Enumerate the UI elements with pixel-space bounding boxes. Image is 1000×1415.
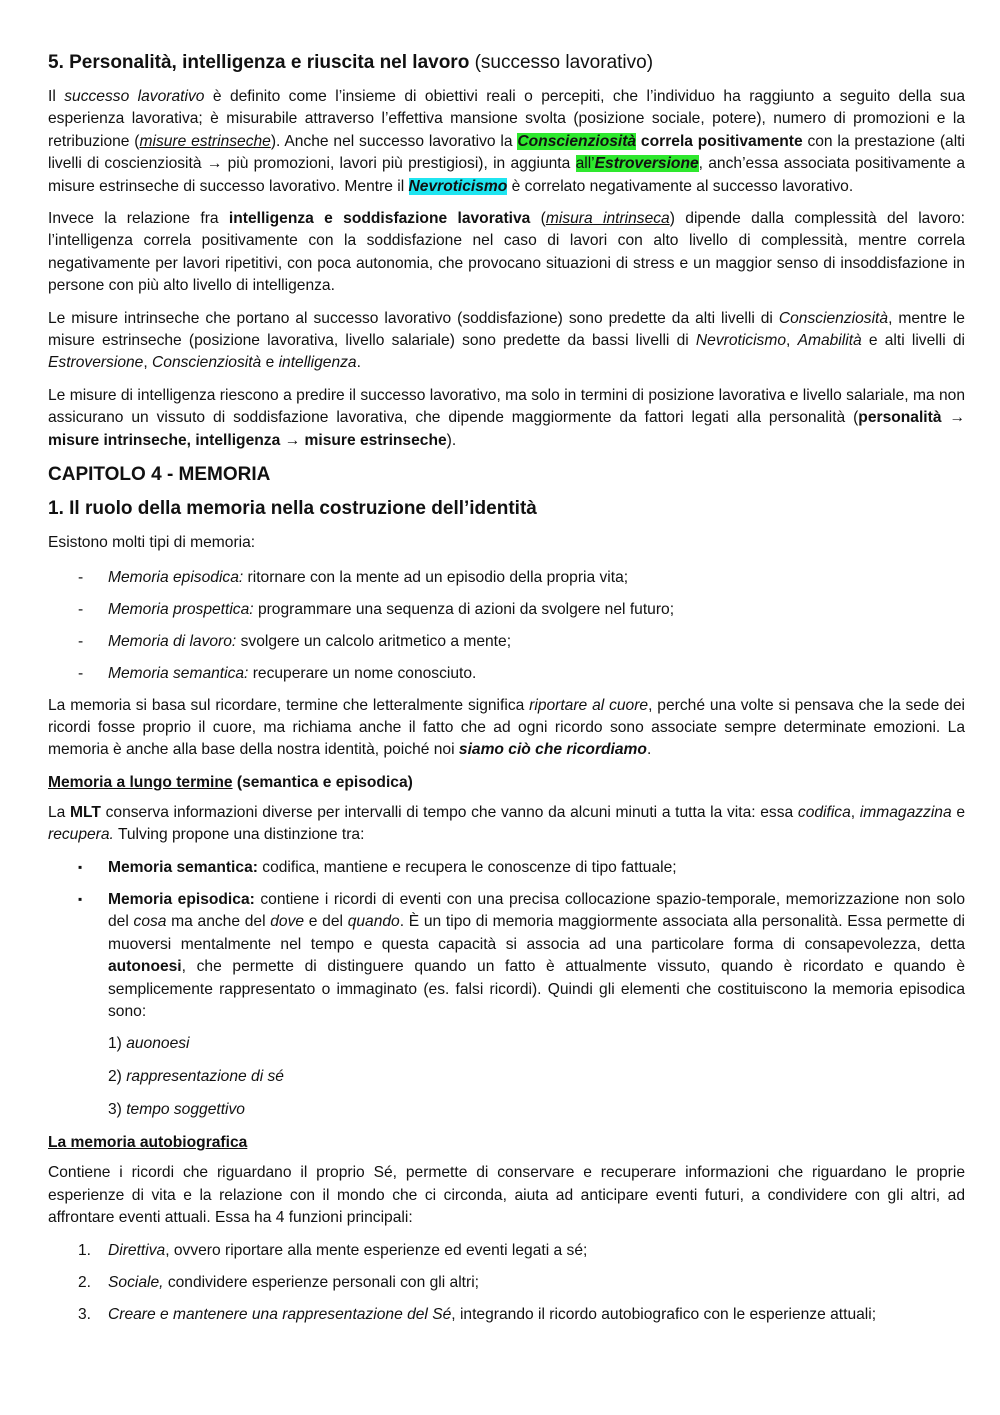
text-run: ma anche del (166, 913, 271, 931)
text-run: , mentre le misure estrinseche (posizione lavorativa, livello salariale) sono predette da bassi livelli di (48, 309, 965, 350)
text-run: e (261, 354, 279, 372)
list-item (48, 1272, 965, 1294)
list-item (48, 1033, 965, 1055)
summary-bold: personalità → misure intrinseche, intelligenza → misure estrinseche (48, 409, 965, 449)
term-intelligenza-soddisfazione: intelligenza e soddisfazione lavorativa (228, 210, 531, 228)
text-run: contiene i ricordi di eventi con una precisa collocazione spazio-temporale, memorizzazione non solo del (108, 890, 965, 931)
list-item (48, 631, 965, 653)
dash-marker: - (78, 600, 84, 618)
text-run: , (786, 332, 798, 350)
term-correla-positivamente: correla positivamente (636, 132, 803, 150)
item-text: tempo soggettivo (126, 1101, 245, 1119)
term: Conscienziosità (778, 309, 889, 327)
term: recupera. (48, 826, 114, 844)
item-name: Memoria episodica: (108, 568, 244, 586)
term-misure-estrinseche: misure estrinseche (139, 132, 271, 150)
term: quando (347, 913, 400, 931)
mlt-heading-underlined: Memoria a lungo termine (48, 773, 233, 791)
chapter-heading: CAPITOLO 4 - MEMORIA (48, 464, 271, 486)
item-number: 2) (108, 1068, 127, 1086)
item-name: Memoria semantica: (108, 858, 258, 876)
text-run: , perché una volte si pensava che la sede dei ricordi fosse proprio il cuore, ma richiama anche il fatto che ad ogni ricordo sono associate sempre determinate emozioni. La memoria è anche alla base della nostra identità, poiché noi (48, 696, 965, 759)
item-desc: , ovvero riportare alla mente esperienze ed eventi legati a sé; (165, 1241, 588, 1259)
item-desc: condividere esperienze personali con gli altri; (163, 1273, 479, 1291)
term-mlt: MLT (70, 803, 101, 821)
term: codifica (797, 803, 851, 821)
term: Estroversione (48, 354, 144, 372)
text-run: , (143, 354, 153, 372)
term: Nevroticismo (695, 332, 787, 350)
item-desc: svolgere un calcolo aritmetico a mente; (236, 632, 512, 650)
text-run: Tulving propone una distinzione tra: (113, 826, 365, 844)
text-run: con la prestazione (alti livelli di coscienziosità → più promozioni, lavori più prestigiosi), in aggiunta (48, 132, 965, 173)
item-name: Memoria semantica: (108, 664, 249, 682)
document-page (48, 40, 965, 1336)
list-item (48, 1066, 965, 1088)
term: cosa (133, 913, 167, 931)
mlt-heading (48, 772, 965, 794)
term-estroversione: Estroversione (594, 155, 699, 173)
text-run: Il (48, 88, 65, 105)
list-item (48, 889, 965, 1023)
section-5-heading (48, 50, 965, 76)
memory-types-list (48, 567, 965, 685)
list-item (48, 599, 965, 621)
item-number: 3) (108, 1101, 127, 1119)
paragraph-ricordare (48, 695, 965, 762)
item-number: 1) (108, 1035, 127, 1053)
item-number: 2. (78, 1273, 92, 1291)
text-run: ). Anche nel successo lavorativo la (270, 132, 518, 150)
item-name: Direttiva (108, 1241, 166, 1259)
list-item (48, 857, 965, 879)
text-run: La (48, 803, 71, 821)
item-name: Memoria prospettica: (108, 600, 254, 618)
item-text: auonoesi (126, 1035, 190, 1053)
term-riportare-al-cuore: riportare al cuore (529, 696, 649, 714)
text-run: , (850, 803, 860, 821)
term-nevroticismo: Nevroticismo (408, 177, 508, 195)
item-desc: ritornare con la mente ad un episodio della propria vita; (243, 568, 629, 586)
section-5-title: 5. Personalità, intelligenza e riuscita nel lavoro (48, 52, 470, 73)
text-run: è correlato negativamente al successo lavorativo. (507, 177, 854, 195)
mlt-heading-rest: (semantica e episodica) (232, 773, 413, 791)
text-run: ). (446, 431, 457, 449)
dash-marker: - (78, 632, 84, 650)
text-run: è definito come l’insieme di obiettivi reali o percepiti, che l’individuo ha raggiunto a seguito della sua esperienza lavorativa; è misurabile attraverso l’effettiva mansione svolta (posizione sociale, potere), numero di promozioni e la retribuzione ( (48, 88, 965, 150)
memory-types-intro: Esistono molti tipi di memoria: (48, 534, 256, 552)
text-run: all’ (575, 155, 595, 173)
text-run: , che permette di distinguere quando un fatto è attualmente vissuto, quando è ricordato e quando è semplicemente rappresentato o immaginato (es. falsi ricordi). Quindi gli elementi che costituiscono la memoria episodica sono: (108, 958, 965, 1020)
term: Conscienziosità (152, 354, 262, 372)
list-item (48, 1240, 965, 1262)
text-run: . È un tipo di memoria maggiormente associata alla personalità. Essa permette di muoversi mentalmente nel tempo e questa capacità si associa ad una particolare forma di consapevolezza, detta (108, 913, 965, 953)
text-run: e del (304, 913, 348, 931)
text-run: . (646, 741, 652, 759)
dash-marker: - (78, 664, 84, 682)
paragraph-misure-intrinseche (48, 308, 965, 375)
term: dove (270, 913, 305, 931)
list-item (48, 1304, 965, 1326)
term: Amabilità (797, 332, 862, 350)
item-desc: codifica, mantiene e recupera le conoscenze di tipo fattuale; (257, 858, 677, 876)
text-run: , anch’essa associata positivamente a misure estrinseche di successo lavorativo. Mentre il (48, 155, 965, 195)
text-run: ( (530, 210, 546, 228)
list-item (48, 663, 965, 685)
text-run: La memoria si basa sul ricordare, termine che letteralmente significa (48, 696, 530, 714)
text-run: e alti livelli di (861, 332, 965, 350)
highlight-nevroticismo (409, 178, 508, 195)
episodic-elements-list (48, 1033, 965, 1121)
term-misura-intrinseca: misura intrinseca (545, 210, 670, 228)
item-name: Sociale, (108, 1273, 164, 1291)
item-desc: , integrando il ricordo autobiografico con le esperienze attuali; (451, 1305, 877, 1323)
text-run: Le misure intrinseche che portano al successo lavorativo (soddisfazione) sono predette da alti livelli di (48, 309, 779, 327)
text-run: Le misure di intelligenza riescono a predire il successo lavorativo, ma solo in termini di posizione lavorativa e livello salariale, ma non assicurano un vissuto di soddisfazione lavorativa, che dipende maggiormente da fattori legati alla personalità ( (48, 386, 965, 427)
highlight-estroversione (576, 155, 699, 172)
text-run: . (356, 354, 361, 372)
tulving-list (48, 857, 965, 1024)
autobiographical-heading: La memoria autobiografica (48, 1134, 248, 1152)
section-1-heading: 1. Il ruolo della memoria nella costruzione dell’identità (48, 498, 537, 520)
text-run: ) dipende dalla complessità del lavoro: l’intelligenza correla positivamente con la soddisfazione nel caso di lavori con alto livello di complessità, mentre correla negativamente per lavori ripetitivi, con poca autonomia, che provocano situazioni di stress e un maggior senso di insoddisfazione in persone con più alto livello di intelligenza. (48, 210, 966, 295)
functions-list (48, 1240, 965, 1326)
paragraph-misure-intelligenza (48, 385, 965, 452)
item-text: rappresentazione di sé (126, 1068, 284, 1086)
dash-marker: - (78, 568, 84, 586)
paragraph-mlt (48, 802, 965, 847)
item-desc: programmare una sequenza di azioni da svolgere nel futuro; (253, 600, 675, 618)
item-name: Memoria di lavoro: (108, 632, 237, 650)
item-name: Memoria episodica: (108, 890, 255, 908)
paragraph-successo-lavorativo (48, 86, 965, 198)
term: immagazzina (859, 803, 952, 821)
list-item (48, 567, 965, 589)
item-number: 3. (78, 1305, 92, 1323)
section-5-subtitle: (successo lavorativo) (469, 52, 654, 73)
item-name: Creare e mantenere una rappresentazione del Sé (108, 1305, 452, 1323)
term: intelligenza (278, 354, 357, 372)
term-autonoesi: autonoesi (108, 958, 182, 976)
text-run: Invece la relazione fra (48, 210, 229, 228)
list-item (48, 1099, 965, 1121)
bullet-marker: ▪ (78, 891, 83, 906)
bullet-marker: ▪ (78, 859, 83, 874)
paragraph-autobiografica: Contiene i ricordi che riguardano il proprio Sé, permette di conservare e recuperare informazioni che riguardano le proprie esperienze di vita e la relazione con il mondo che ci circonda, aiuta ad anticipare eventi futuri, a condividere con gli altri, ad affrontare eventi attuali. Essa ha 4 funzioni principali: (48, 1164, 965, 1227)
item-number: 1. (78, 1241, 92, 1259)
term-conscienziosita: Conscienziosità (517, 132, 637, 150)
text-run: conserva informazioni diverse per intervalli di tempo che vanno da alcuni minuti a tutta la vita: essa (100, 803, 798, 821)
text-run: e (951, 803, 966, 821)
term-successo-lavorativo: successo lavorativo (64, 88, 205, 105)
item-desc: recuperare un nome conosciuto. (248, 664, 477, 682)
term-siamo-cio-che-ricordiamo: siamo ciò che ricordiamo (458, 741, 647, 759)
paragraph-intelligenza-soddisfazione (48, 208, 965, 298)
highlight-conscienziosita (517, 133, 636, 150)
